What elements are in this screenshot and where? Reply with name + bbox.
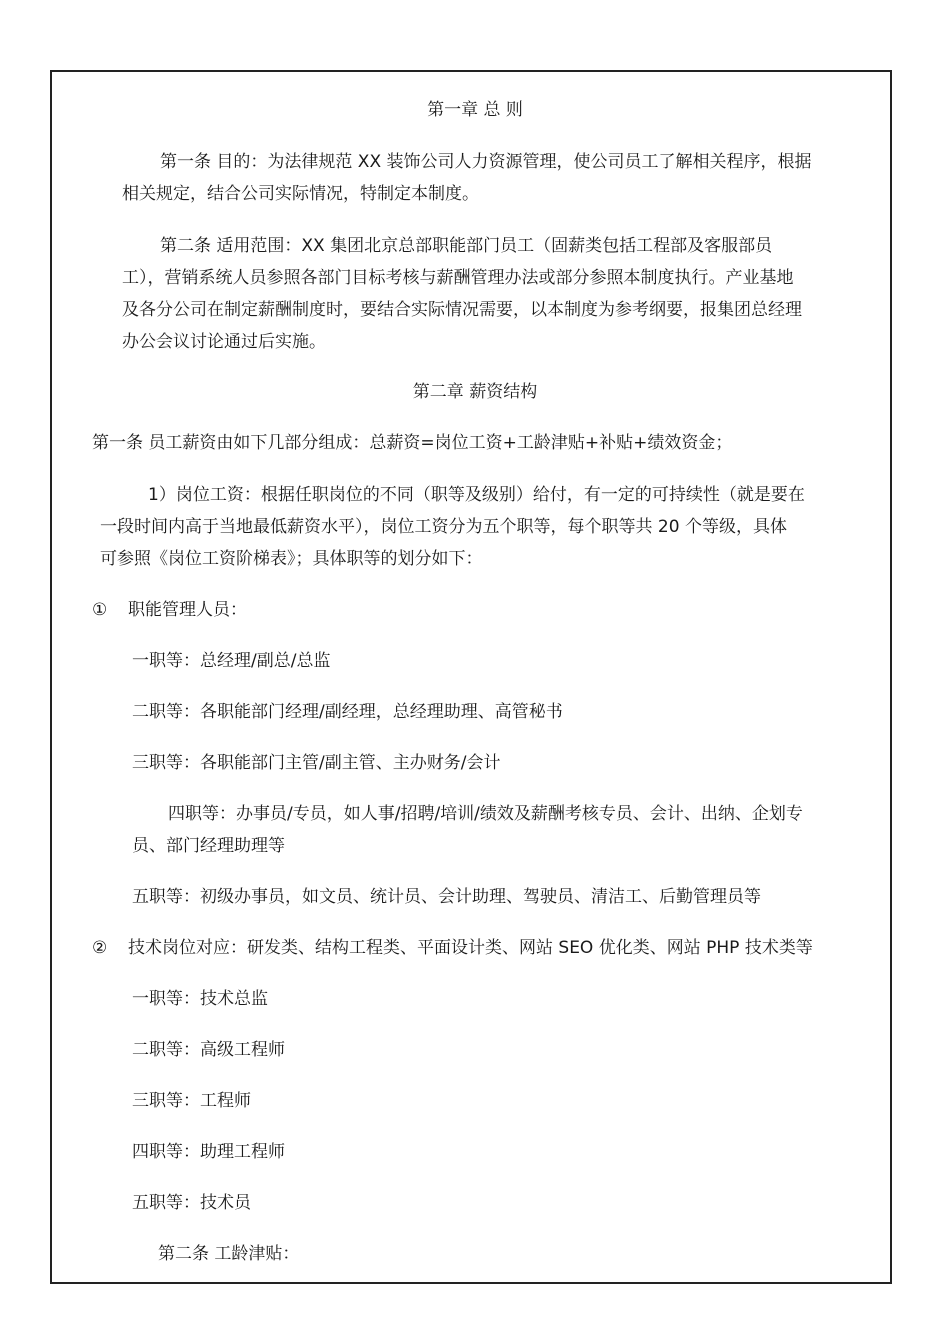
group-2-title: 技术岗位对应：研发类、结构工程类、平面设计类、网站 SEO 优化类、网站 PHP 技术类等 — [128, 938, 813, 958]
group-1-grade-4-line-2: 员、部门经理助理等 — [132, 836, 285, 856]
group-1-title: 职能管理人员： — [128, 600, 247, 620]
group-1-grade-1: 一职等：总经理/副总/总监 — [132, 651, 331, 671]
ch1-article-1-line-2: 相关规定，结合公司实际情况，特制定本制度。 — [122, 184, 479, 204]
ch1-article-2-line-3: 及各分公司在制定薪酬制度时，要结合实际情况需要，以本制度为参考纲要，报集团总经理 — [122, 300, 802, 320]
group-2-grade-4: 四职等：助理工程师 — [132, 1142, 285, 1162]
ch1-article-2-line-1: 第二条 适用范围：XX 集团北京总部职能部门员工（固薪类包括工程部及客服部员 — [160, 236, 773, 256]
ch2-item-1-line-2: 一段时间内高于当地最低薪资水平），岗位工资分为五个职等，每个职等共 20 个等级，具体 — [100, 517, 787, 537]
group-2-grade-3: 三职等：工程师 — [132, 1091, 251, 1111]
ch2-article-1: 第一条 员工薪资由如下几部分组成：总薪资=岗位工资+工龄津贴+补贴+绩效资金； — [92, 433, 733, 453]
group-1-grade-4-line-1: 四职等：办事员/专员，如人事/招聘/培训/绩效及薪酬考核专员、会计、出纳、企划专 — [168, 804, 803, 824]
group-1-grade-2: 二职等：各职能部门经理/副经理，总经理助理、高管秘书 — [132, 702, 563, 722]
chapter-1-title: 第一章 总 则 — [427, 100, 523, 120]
group-1-grade-5: 五职等：初级办事员，如文员、统计员、会计助理、驾驶员、清洁工、后勤管理员等 — [132, 887, 761, 907]
group-2-grade-2: 二职等：高级工程师 — [132, 1040, 285, 1060]
ch1-article-2-line-4: 办公会议讨论通过后实施。 — [122, 332, 326, 352]
group-2-grade-1: 一职等：技术总监 — [132, 989, 268, 1009]
group-2-marker: ② — [92, 938, 108, 958]
chapter-2-title: 第二章 薪资结构 — [412, 382, 538, 402]
ch2-item-1-line-1: 1）岗位工资：根据任职岗位的不同（职等及级别）给付，有一定的可持续性（就是要在 — [148, 485, 805, 505]
ch2-article-2: 第二条 工龄津贴： — [158, 1244, 300, 1264]
group-1-marker: ① — [92, 600, 108, 620]
ch1-article-2-line-2: 工），营销系统人员参照各部门目标考核与薪酬管理办法或部分参照本制度执行。产业基地 — [122, 268, 794, 288]
ch1-article-1-line-1: 第一条 目的：为法律规范 XX 装饰公司人力资源管理，使公司员工了解相关程序，根据 — [160, 152, 812, 172]
group-1-grade-3: 三职等：各职能部门主管/副主管、主办财务/会计 — [132, 753, 501, 773]
ch2-item-1-line-3: 可参照《岗位工资阶梯表》；具体职等的划分如下： — [100, 549, 483, 569]
group-2-grade-5: 五职等：技术员 — [132, 1193, 251, 1213]
